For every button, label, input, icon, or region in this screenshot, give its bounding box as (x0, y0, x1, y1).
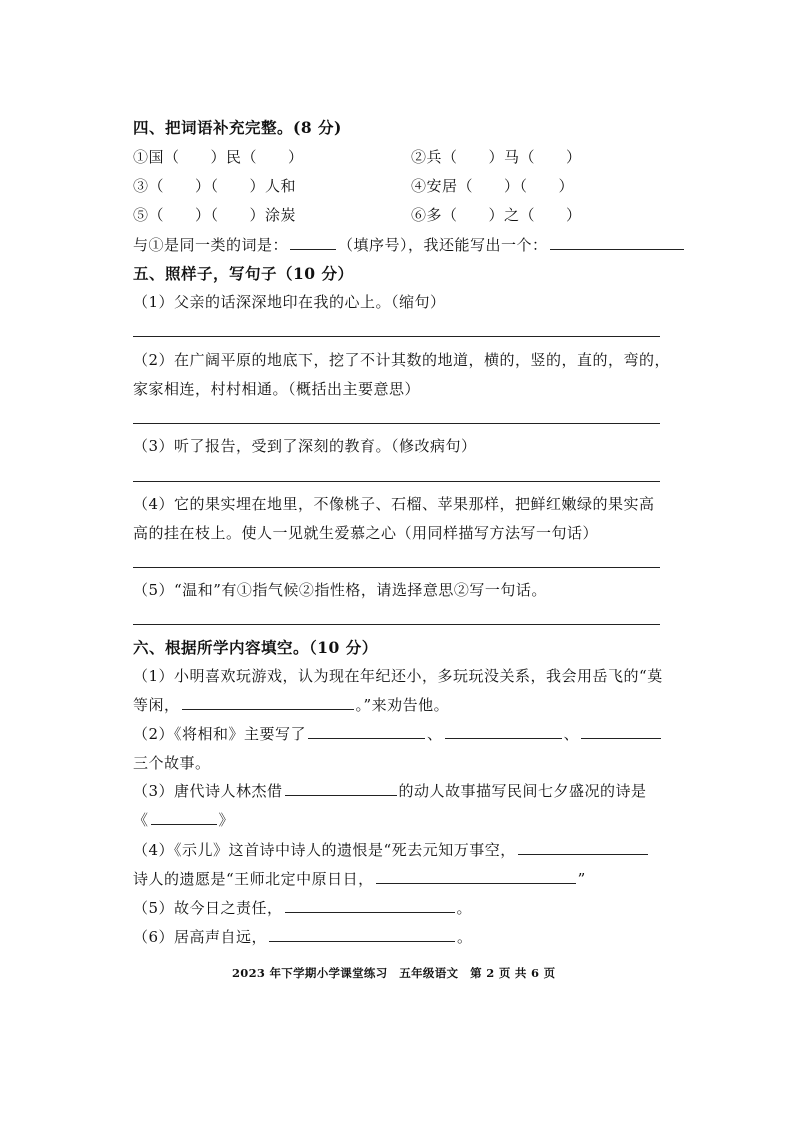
separator: 、 (563, 725, 580, 743)
section4-question-prefix: 与①是同一类的词是： (133, 236, 289, 254)
section5-q3: （3）听了报告，受到了深刻的教育。（修改病句） (133, 437, 477, 455)
section6-q3-end: 的动人故事描写民间七夕盛况的诗是 (398, 782, 647, 800)
section6-q1-line2-start: 等闲， (133, 696, 180, 714)
answer-blank[interactable] (581, 724, 661, 739)
section6-q5-start: （5）故今日之责任， (133, 899, 283, 917)
section4-item-6: ⑥多（ ）之（ ） (411, 206, 582, 224)
answer-blank[interactable] (308, 724, 425, 739)
answer-blank[interactable] (290, 235, 336, 250)
section6-q6 (133, 927, 473, 947)
section4-question-middle: （填序号），我还能写出一个： (338, 236, 548, 254)
section5-title: 五、照样子，写句子（10 分） (133, 264, 354, 283)
answer-blank[interactable] (285, 898, 455, 913)
answer-blank[interactable] (518, 840, 648, 855)
section6-q2-line2: 三个故事。 (133, 754, 211, 772)
answer-line[interactable] (133, 481, 660, 482)
section5-q4-line1: （4）它的果实埋在地里，不像桃子、石榴、苹果那样，把鲜红嫩绿的果实高 (133, 495, 655, 513)
section4-item-1: ①国（ ）民（ ） (133, 148, 304, 166)
section4-title: 四、把词语补充完整。(8 分) (133, 118, 342, 137)
section4-item-4: ④安居（ ）（ ） (411, 177, 575, 195)
section6-title: 六、根据所学内容填空。（10 分） (133, 638, 378, 657)
section6-q3-start: （3）唐代诗人林杰借 (133, 782, 283, 800)
section6-q6-end: 。 (457, 928, 473, 946)
answer-line[interactable] (133, 567, 660, 568)
answer-blank[interactable] (376, 869, 576, 884)
book-title-close: 》 (218, 811, 235, 829)
section6-q5-end: 。 (456, 899, 473, 917)
section6-q4-line2 (133, 869, 586, 889)
section5-q2-line2: 家家相连，村村相通。（概括出主要意思） (133, 380, 421, 398)
book-title-open: 《 (133, 811, 149, 829)
answer-line[interactable] (133, 423, 660, 424)
answer-blank[interactable] (151, 810, 217, 825)
answer-blank[interactable] (445, 724, 562, 739)
section6-q1-line2 (133, 695, 449, 715)
section6-q4-start: （4）《示儿》这首诗中诗人的遗恨是“死去元知万事空， (133, 841, 516, 859)
section6-q5 (133, 898, 472, 918)
section5-q2-line1: （2）在广阔平原的地底下，挖了不计其数的地道，横的，竖的，直的，弯的， (133, 351, 671, 369)
section6-q1-line1: （1）小明喜欢玩游戏，认为现在年纪还小，多玩玩没关系，我会用岳飞的“莫 (133, 667, 663, 685)
section5-q1: （1）父亲的话深深地印在我的心上。（缩句） (133, 293, 446, 311)
section6-q4-line1 (133, 840, 650, 860)
section6-q2-line1 (133, 724, 663, 744)
answer-blank[interactable] (285, 781, 397, 796)
section4-item-5: ⑤（ ）（ ）涂炭 (133, 206, 297, 224)
page-footer: 2023 年下学期小学课堂练习 五年级语文 第 2 页 共 6 页 (232, 966, 556, 980)
section6-q1-line2-end: 。”来劝告他。 (355, 696, 450, 714)
section4-item-3: ③（ ）（ ）人和 (133, 177, 297, 195)
section4-item-2: ②兵（ ）马（ ） (411, 148, 582, 166)
section6-q3-line2 (133, 810, 234, 830)
answer-line[interactable] (133, 624, 660, 625)
separator: 、 (427, 725, 443, 743)
section6-q2-start: （2）《将相和》主要写了 (133, 725, 307, 743)
section6-q3-line1 (133, 781, 647, 801)
section5-q5: （5）“温和”有①指气候②指性格，请选择意思②写一句话。 (133, 581, 547, 599)
section6-q4-line2-start: 诗人的遗愿是“王师北定中原日日， (133, 870, 374, 888)
section4-question (133, 235, 686, 255)
section6-q6-start: （6）居高声自远， (133, 928, 268, 946)
closing-quote: ” (577, 870, 586, 888)
answer-blank[interactable] (550, 235, 684, 250)
answer-line[interactable] (133, 336, 660, 337)
section5-q4-line2: 高的挂在枝上。使人一见就生爱慕之心（用同样描写方法写一句话） (133, 524, 599, 542)
answer-blank[interactable] (182, 695, 354, 710)
answer-blank[interactable] (269, 927, 455, 942)
